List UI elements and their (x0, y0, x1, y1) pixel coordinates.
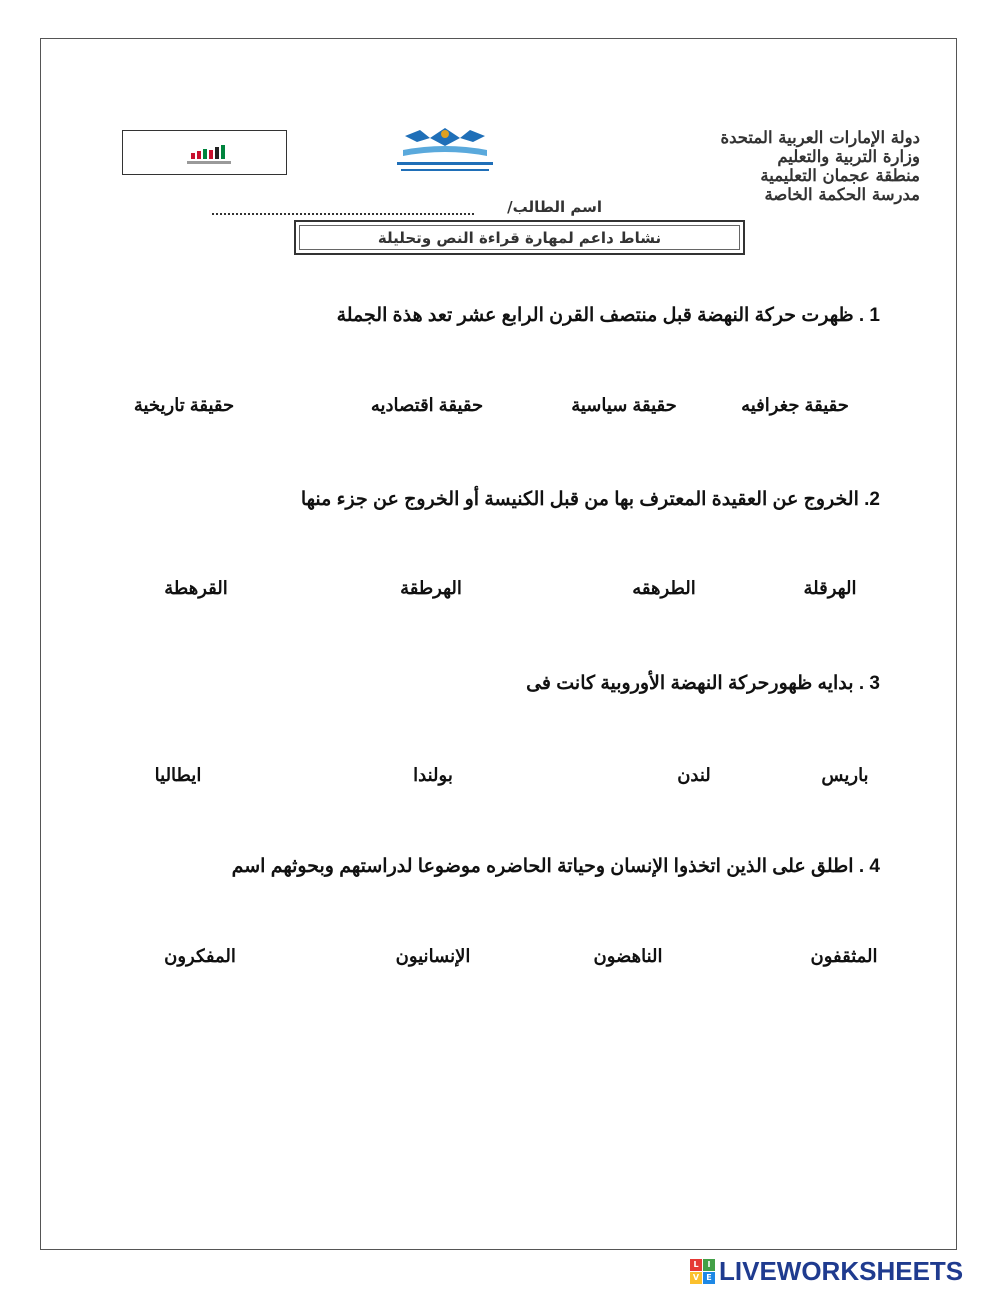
question-1-option-2[interactable]: حقيقة سياسية (571, 395, 677, 415)
liveworksheets-logo-icon: L I V E (690, 1259, 715, 1284)
student-name-label: اسم الطالب/ (507, 198, 602, 216)
student-name-dotted-line[interactable] (212, 213, 474, 215)
question-1-option-3[interactable]: حقيقة اقتصاديه (370, 395, 484, 415)
student-name-field[interactable] (212, 198, 602, 220)
question-3-option-2[interactable]: لندن (677, 765, 711, 785)
question-2: 2. الخروج عن العقيدة المعترف بها من قبل الكنيسة أو الخروج عن جزء منها (300, 489, 880, 510)
question-3: 3 . بدايه ظهورحركة النهضة الأوروبية كانت فى (526, 673, 880, 694)
header-line-country: دولة الإمارات العربية المتحدة (720, 128, 920, 147)
header-line-school: مدرسة الحكمة الخاصة (764, 185, 920, 204)
logo-caption-line (187, 161, 231, 164)
worksheet-title-box (294, 220, 745, 255)
question-2-option-3[interactable]: الهرطقة (400, 578, 462, 598)
question-1-option-1[interactable]: حقيقة جغرافيه (741, 395, 849, 415)
header-line-region: منطقة عجمان التعليمية (760, 166, 920, 185)
worksheet-title: نشاط داعم لمهارة قراءة النص وتحليلة (377, 228, 662, 247)
school-logo-icon (385, 126, 505, 176)
header-line-ministry: وزارة التربية والتعليم (777, 147, 920, 166)
question-3-option-1[interactable]: باريس (821, 765, 869, 785)
question-3-option-3[interactable]: بولندا (413, 765, 453, 785)
question-2-option-4[interactable]: القرهطة (164, 578, 228, 598)
question-4-option-2[interactable]: الناهضون (593, 946, 663, 966)
ministry-header (560, 128, 920, 204)
uae-flag-bars-icon (191, 145, 231, 161)
uae-ministry-logo-icon (122, 130, 287, 175)
question-2-option-2[interactable]: الطرهقه (632, 578, 696, 598)
question-1: 1 . ظهرت حركة النهضة قبل منتصف القرن الرابع عشر تعد هذة الجملة (336, 305, 880, 326)
question-2-option-1[interactable]: الهرقلة (803, 578, 857, 598)
question-1-option-4[interactable]: حقيقة تاريخية (133, 395, 235, 415)
question-4-option-1[interactable]: المثقفون (810, 946, 878, 966)
question-3-option-4[interactable]: ايطاليا (154, 765, 202, 785)
liveworksheets-wordmark: LIVEWORKSHEETS (719, 1255, 964, 1286)
question-4: 4 . اطلق على الذين اتخذوا الإنسان وحياتة الحاضره موضوعا لدراستهم وبحوثهم اسم (231, 856, 880, 877)
liveworksheets-brand[interactable] (690, 1255, 963, 1287)
question-4-option-3[interactable]: الإنسانيون (395, 946, 471, 966)
question-4-option-4[interactable]: المفكرون (164, 946, 236, 966)
